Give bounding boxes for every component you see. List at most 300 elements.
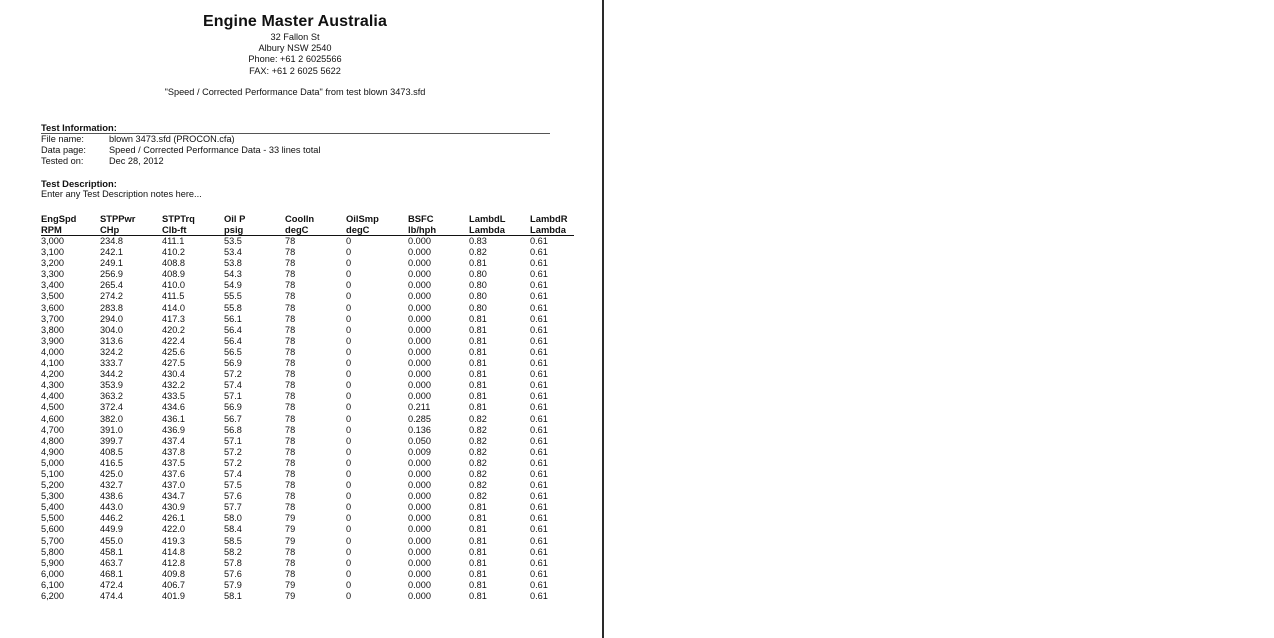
table-cell: 0.81: [469, 568, 487, 579]
info-value: blown 3473.sfd (PROCON.cfa): [109, 134, 235, 144]
table-cell: 78: [285, 280, 296, 291]
info-label: File name:: [41, 134, 84, 144]
table-cell: 234.8: [100, 236, 123, 246]
table-cell: 410.2: [162, 247, 185, 258]
table-cell: 57.8: [224, 557, 242, 568]
table-cell: 0.000: [408, 457, 431, 468]
table-cell: 0.61: [530, 480, 548, 491]
table-cell: 463.7: [100, 557, 123, 568]
table-cell: 3,000: [41, 236, 64, 246]
table-cell: 0: [346, 457, 352, 468]
table-cell: 0.000: [408, 236, 431, 246]
table-row: [41, 258, 574, 269]
table-cell: 5,300: [41, 491, 64, 502]
table-cell: 78: [285, 435, 296, 446]
table-cell: 0.61: [530, 258, 548, 269]
table-cell: 4,100: [41, 358, 64, 369]
info-row-file-name: [41, 134, 235, 145]
table-cell: 0.285: [408, 413, 431, 424]
table-cell: 0.81: [469, 380, 487, 391]
table-cell: 3,300: [41, 269, 64, 280]
table-cell: 0: [346, 535, 352, 546]
table-cell: 78: [285, 313, 296, 324]
table-row: [41, 303, 574, 314]
table-cell: 6,200: [41, 591, 64, 601]
table-cell: 446.2: [100, 513, 123, 524]
table-cell: 3,100: [41, 247, 64, 258]
table-cell: 55.5: [224, 291, 242, 302]
table-cell: 256.9: [100, 269, 123, 280]
table-cell: 408.9: [162, 269, 185, 280]
table-cell: 408.5: [100, 446, 123, 457]
table-cell: 0.61: [530, 313, 548, 324]
table-cell: 436.1: [162, 413, 185, 424]
table-cell: 433.5: [162, 391, 185, 402]
table-cell: 412.8: [162, 557, 185, 568]
table-cell: 78: [285, 247, 296, 258]
table-cell: 78: [285, 568, 296, 579]
table-cell: 0: [346, 424, 352, 435]
column-header: OilSmp degC: [346, 213, 408, 236]
table-cell: 430.9: [162, 502, 185, 513]
table-cell: 353.9: [100, 380, 123, 391]
table-cell: 0.61: [530, 302, 548, 313]
table-cell: 5,500: [41, 513, 64, 524]
table-cell: 426.1: [162, 513, 185, 524]
table-cell: 411.1: [162, 236, 185, 246]
table-row: [41, 536, 574, 547]
table-cell: 0: [346, 258, 352, 269]
table-cell: 0.61: [530, 546, 548, 557]
table-row: [41, 480, 574, 491]
table-cell: 0.000: [408, 480, 431, 491]
table-cell: 58.1: [224, 591, 242, 601]
table-cell: 414.0: [162, 302, 185, 313]
table-cell: 5,600: [41, 524, 64, 535]
table-cell: 0.82: [469, 446, 487, 457]
table-cell: 0.81: [469, 369, 487, 380]
table-cell: 0: [346, 302, 352, 313]
table-cell: 57.2: [224, 446, 242, 457]
table-cell: 0.61: [530, 491, 548, 502]
table-cell: 344.2: [100, 369, 123, 380]
table-row: [41, 269, 574, 280]
table-cell: 0: [346, 402, 352, 413]
table-cell: 78: [285, 424, 296, 435]
table-cell: 78: [285, 236, 296, 246]
column-header: Oil P psig: [224, 213, 285, 236]
table-row: [41, 314, 574, 325]
table-cell: 57.5: [224, 480, 242, 491]
table-cell: 0: [346, 269, 352, 280]
table-cell: 0: [346, 446, 352, 457]
table-cell: 79: [285, 579, 296, 590]
table-cell: 0.000: [408, 324, 431, 335]
table-cell: 3,700: [41, 313, 64, 324]
table-cell: 0.81: [469, 324, 487, 335]
table-cell: 78: [285, 358, 296, 369]
table-cell: 5,100: [41, 468, 64, 479]
column-header: STPPwr CHp: [100, 213, 162, 236]
table-cell: 53.5: [224, 236, 242, 246]
table-cell: 0.61: [530, 324, 548, 335]
table-cell: 0.80: [469, 269, 487, 280]
table-cell: 0: [346, 524, 352, 535]
table-cell: 0: [346, 480, 352, 491]
table-cell: 54.3: [224, 269, 242, 280]
table-cell: 0.61: [530, 513, 548, 524]
table-cell: 78: [285, 491, 296, 502]
table-cell: 57.2: [224, 457, 242, 468]
table-cell: 0.000: [408, 258, 431, 269]
table-cell: 5,000: [41, 457, 64, 468]
table-row: [41, 425, 574, 436]
info-label: Data page:: [41, 145, 86, 155]
table-row: [41, 369, 574, 380]
table-cell: 0.80: [469, 280, 487, 291]
performance-data-table: [41, 213, 574, 602]
table-cell: 3,600: [41, 302, 64, 313]
table-cell: 0.009: [408, 446, 431, 457]
table-cell: 0: [346, 413, 352, 424]
table-cell: 4,900: [41, 446, 64, 457]
table-cell: 242.1: [100, 247, 123, 258]
table-cell: 78: [285, 291, 296, 302]
table-cell: 0.61: [530, 535, 548, 546]
column-header: LambdR Lambda: [530, 213, 574, 236]
table-cell: 0.61: [530, 457, 548, 468]
table-cell: 58.5: [224, 535, 242, 546]
table-cell: 417.3: [162, 313, 185, 324]
table-cell: 0: [346, 468, 352, 479]
table-cell: 437.4: [162, 435, 185, 446]
table-cell: 0.000: [408, 468, 431, 479]
table-cell: 57.6: [224, 568, 242, 579]
table-cell: 3,200: [41, 258, 64, 269]
table-cell: 5,700: [41, 535, 64, 546]
table-cell: 0.81: [469, 335, 487, 346]
table-cell: 0: [346, 358, 352, 369]
table-cell: 437.6: [162, 468, 185, 479]
table-cell: 0.61: [530, 435, 548, 446]
table-cell: 313.6: [100, 335, 123, 346]
table-cell: 78: [285, 391, 296, 402]
table-cell: 5,400: [41, 502, 64, 513]
table-cell: 372.4: [100, 402, 123, 413]
table-cell: 458.1: [100, 546, 123, 557]
table-cell: 0.000: [408, 579, 431, 590]
column-header: LambdL Lambda: [469, 213, 530, 236]
table-cell: 57.4: [224, 380, 242, 391]
table-cell: 0.61: [530, 591, 548, 601]
table-cell: 304.0: [100, 324, 123, 335]
table-cell: 0: [346, 502, 352, 513]
address-line-2: Albury NSW 2540: [258, 43, 332, 54]
table-cell: 0.000: [408, 557, 431, 568]
table-row: [41, 558, 574, 569]
table-cell: 0.211: [408, 402, 431, 413]
table-row: [41, 513, 574, 524]
table-cell: 4,500: [41, 402, 64, 413]
table-cell: 0.61: [530, 346, 548, 357]
table-cell: 434.6: [162, 402, 185, 413]
table-cell: 56.1: [224, 313, 242, 324]
table-cell: 56.5: [224, 346, 242, 357]
table-cell: 3,900: [41, 335, 64, 346]
table-cell: 0: [346, 591, 352, 601]
table-row: [41, 347, 574, 358]
table-cell: 391.0: [100, 424, 123, 435]
table-cell: 0.000: [408, 369, 431, 380]
table-cell: 53.4: [224, 247, 242, 258]
table-cell: 432.2: [162, 380, 185, 391]
table-cell: 425.6: [162, 346, 185, 357]
table-cell: 56.8: [224, 424, 242, 435]
table-cell: 0.81: [469, 346, 487, 357]
table-cell: 78: [285, 557, 296, 568]
column-header: EngSpd RPM: [41, 213, 100, 236]
table-cell: 0.83: [469, 236, 487, 246]
table-row: [41, 402, 574, 413]
table-cell: 0: [346, 335, 352, 346]
column-header: Coolln degC: [285, 213, 346, 236]
table-cell: 78: [285, 324, 296, 335]
table-cell: 0.61: [530, 446, 548, 457]
table-cell: 78: [285, 269, 296, 280]
table-cell: 0.000: [408, 313, 431, 324]
table-cell: 333.7: [100, 358, 123, 369]
table-cell: 430.4: [162, 369, 185, 380]
table-cell: 437.0: [162, 480, 185, 491]
table-cell: 0.81: [469, 313, 487, 324]
table-cell: 78: [285, 346, 296, 357]
table-row: [41, 447, 574, 458]
table-cell: 438.6: [100, 491, 123, 502]
table-cell: 0.61: [530, 358, 548, 369]
table-cell: 0.000: [408, 280, 431, 291]
table-cell: 0.000: [408, 524, 431, 535]
letterhead: [0, 12, 590, 77]
table-cell: 56.4: [224, 335, 242, 346]
table-cell: 0.61: [530, 369, 548, 380]
table-cell: 5,900: [41, 557, 64, 568]
table-cell: 0.000: [408, 546, 431, 557]
table-cell: 437.8: [162, 446, 185, 457]
table-cell: 78: [285, 502, 296, 513]
table-cell: 0.61: [530, 291, 548, 302]
fax-line: FAX: +61 2 6025 5622: [249, 65, 341, 76]
table-cell: 5,800: [41, 546, 64, 557]
table-cell: 0.81: [469, 546, 487, 557]
table-cell: 0.61: [530, 557, 548, 568]
table-cell: 0: [346, 435, 352, 446]
table-cell: 0.61: [530, 335, 548, 346]
table-cell: 0.61: [530, 524, 548, 535]
table-row: [41, 580, 574, 591]
table-cell: 0: [346, 346, 352, 357]
document-page: [0, 0, 602, 638]
table-cell: 0.61: [530, 269, 548, 280]
test-information-heading: Test Information:: [41, 122, 117, 133]
table-cell: 0.000: [408, 568, 431, 579]
table-cell: 0.000: [408, 502, 431, 513]
table-header-row: [41, 213, 574, 236]
table-cell: 363.2: [100, 391, 123, 402]
table-cell: 0.81: [469, 391, 487, 402]
table-cell: 0: [346, 491, 352, 502]
table-cell: 58.2: [224, 546, 242, 557]
table-cell: 419.3: [162, 535, 185, 546]
table-cell: 425.0: [100, 468, 123, 479]
table-cell: 4,700: [41, 424, 64, 435]
table-cell: 0.000: [408, 380, 431, 391]
table-cell: 78: [285, 380, 296, 391]
table-cell: 422.4: [162, 335, 185, 346]
table-cell: 57.1: [224, 435, 242, 446]
table-cell: 283.8: [100, 302, 123, 313]
table-row: [41, 436, 574, 447]
table-cell: 53.8: [224, 258, 242, 269]
table-cell: 58.4: [224, 524, 242, 535]
table-cell: 57.2: [224, 369, 242, 380]
table-cell: 472.4: [100, 579, 123, 590]
info-value: Dec 28, 2012: [109, 156, 164, 166]
table-cell: 0.000: [408, 247, 431, 258]
table-cell: 0.136: [408, 424, 431, 435]
table-cell: 0.82: [469, 468, 487, 479]
table-cell: 4,800: [41, 435, 64, 446]
table-cell: 3,500: [41, 291, 64, 302]
table-cell: 57.1: [224, 391, 242, 402]
test-description-text: Enter any Test Description notes here...: [41, 189, 202, 199]
table-cell: 6,100: [41, 579, 64, 590]
table-cell: 0.61: [530, 402, 548, 413]
table-cell: 449.9: [100, 524, 123, 535]
table-cell: 382.0: [100, 413, 123, 424]
table-cell: 0.81: [469, 513, 487, 524]
table-cell: 0: [346, 513, 352, 524]
table-cell: 58.0: [224, 513, 242, 524]
table-cell: 420.2: [162, 324, 185, 335]
table-cell: 408.8: [162, 258, 185, 269]
table-cell: 474.4: [100, 591, 123, 601]
table-cell: 4,300: [41, 380, 64, 391]
test-description-heading: Test Description:: [41, 178, 117, 189]
table-cell: 294.0: [100, 313, 123, 324]
table-cell: 410.0: [162, 280, 185, 291]
table-cell: 57.6: [224, 491, 242, 502]
blank-area: [604, 0, 1274, 638]
info-value: Speed / Corrected Performance Data - 33 lines total: [109, 145, 321, 155]
table-cell: 78: [285, 302, 296, 313]
table-cell: 56.7: [224, 413, 242, 424]
table-cell: 56.9: [224, 402, 242, 413]
table-cell: 78: [285, 369, 296, 380]
table-cell: 0: [346, 568, 352, 579]
table-cell: 249.1: [100, 258, 123, 269]
table-row: [41, 280, 574, 291]
table-cell: 0.80: [469, 302, 487, 313]
table-cell: 0.050: [408, 435, 431, 446]
table-cell: 0: [346, 380, 352, 391]
table-row: [41, 236, 574, 247]
table-cell: 57.9: [224, 579, 242, 590]
table-cell: 414.8: [162, 546, 185, 557]
table-cell: 0: [346, 236, 352, 246]
table-cell: 5,200: [41, 480, 64, 491]
table-cell: 0.61: [530, 391, 548, 402]
report-subtitle: "Speed / Corrected Performance Data" from test blown 3473.sfd: [164, 87, 426, 97]
table-cell: 56.9: [224, 358, 242, 369]
table-cell: 0.61: [530, 568, 548, 579]
table-cell: 0.81: [469, 358, 487, 369]
table-cell: 432.7: [100, 480, 123, 491]
table-cell: 57.7: [224, 502, 242, 513]
table-row: [41, 358, 574, 369]
table-cell: 0.000: [408, 302, 431, 313]
table-cell: 422.0: [162, 524, 185, 535]
table-cell: 0.82: [469, 413, 487, 424]
table-cell: 3,800: [41, 324, 64, 335]
table-cell: 78: [285, 480, 296, 491]
table-cell: 54.9: [224, 280, 242, 291]
column-header: STPTrq Clb-ft: [162, 213, 224, 236]
table-cell: 409.8: [162, 568, 185, 579]
table-cell: 4,400: [41, 391, 64, 402]
table-cell: 0.000: [408, 269, 431, 280]
table-cell: 411.5: [162, 291, 185, 302]
table-cell: 78: [285, 457, 296, 468]
table-cell: 0.000: [408, 591, 431, 601]
table-row: [41, 547, 574, 558]
table-cell: 0.61: [530, 579, 548, 590]
phone-line: Phone: +61 2 6025566: [248, 54, 342, 65]
table-cell: 0.82: [469, 480, 487, 491]
table-cell: 0: [346, 579, 352, 590]
info-row-data-page: [41, 145, 320, 156]
table-cell: 0: [346, 313, 352, 324]
table-row: [41, 469, 574, 480]
table-cell: 0.61: [530, 468, 548, 479]
table-cell: 0.81: [469, 402, 487, 413]
table-row: [41, 524, 574, 535]
table-cell: 324.2: [100, 346, 123, 357]
table-cell: 78: [285, 468, 296, 479]
table-cell: 78: [285, 546, 296, 557]
table-cell: 0: [346, 324, 352, 335]
table-cell: 6,000: [41, 568, 64, 579]
table-cell: 416.5: [100, 457, 123, 468]
table-cell: 436.9: [162, 424, 185, 435]
table-cell: 0.000: [408, 358, 431, 369]
table-row: [41, 247, 574, 258]
table-cell: 443.0: [100, 502, 123, 513]
table-cell: 0.000: [408, 291, 431, 302]
table-cell: 0: [346, 247, 352, 258]
table-row: [41, 291, 574, 302]
table-cell: 0.82: [469, 424, 487, 435]
table-row: [41, 325, 574, 336]
table-cell: 265.4: [100, 280, 123, 291]
table-row: [41, 502, 574, 513]
table-cell: 401.9: [162, 591, 185, 601]
table-cell: 0.81: [469, 535, 487, 546]
table-cell: 0.81: [469, 502, 487, 513]
table-cell: 0.000: [408, 335, 431, 346]
table-cell: 78: [285, 413, 296, 424]
table-cell: 0.000: [408, 513, 431, 524]
table-cell: 4,000: [41, 346, 64, 357]
